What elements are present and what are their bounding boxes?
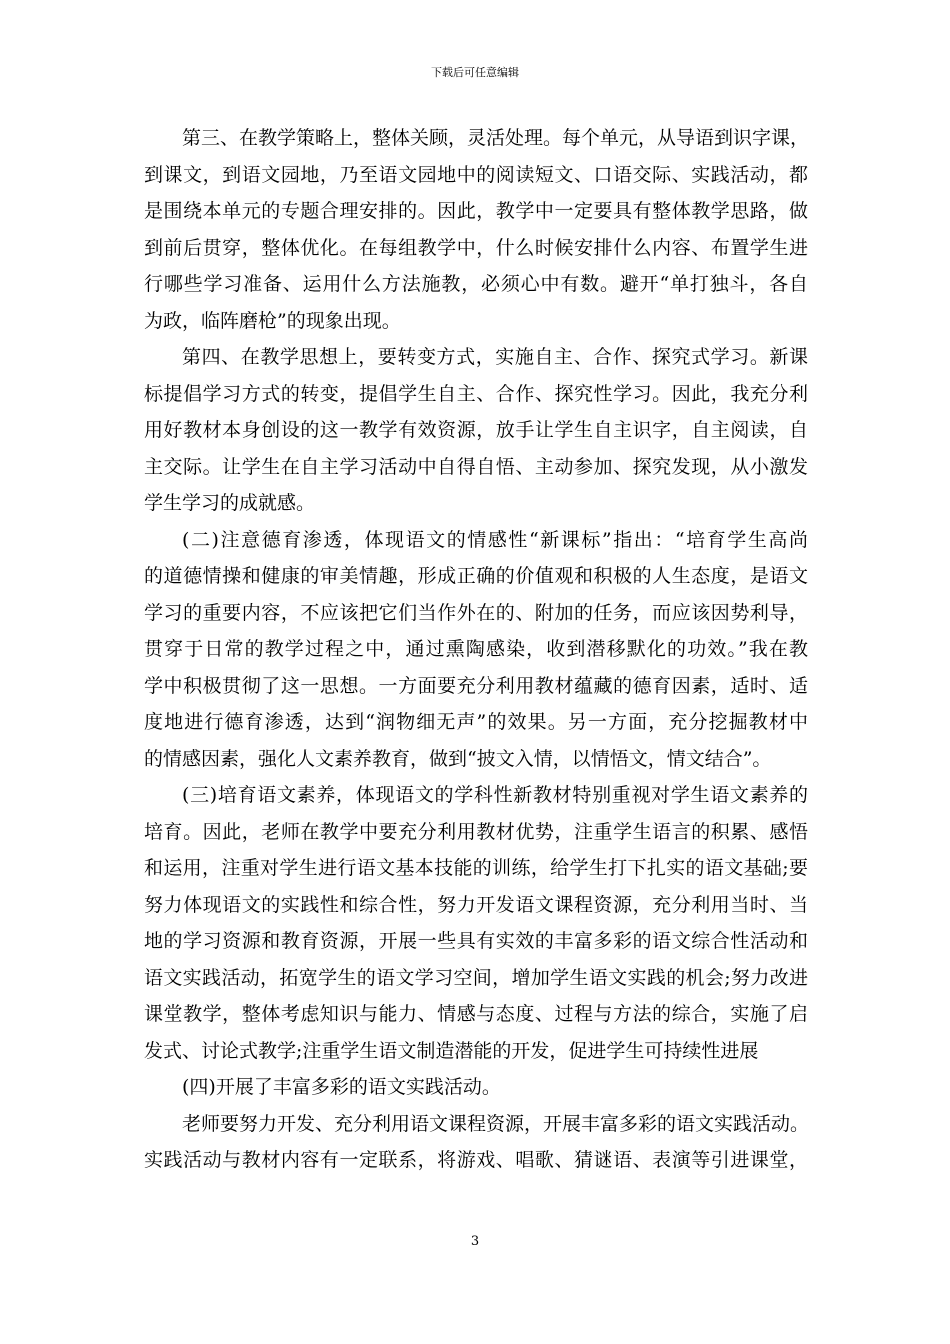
paragraph-line: 学生学习的成就感。 <box>144 492 316 514</box>
paragraph-line: 行哪些学习准备、运用什么方法施教，必须心中有数。避开“单打独斗，各自 <box>144 273 808 295</box>
paragraph-line: 老师要努力开发、充分利用语文课程资源，开展丰富多彩的语文实践活动。 <box>182 1112 810 1135</box>
paragraph-line: 实践活动与教材内容有一定联系，将游戏、唱歌、猜谜语、表演等引进课堂， <box>144 1149 808 1171</box>
paragraph-line: 的道德情操和健康的审美情趣，形成正确的价值观和积极的人生态度，是语文 <box>144 565 808 587</box>
paragraph-line: 努力体现语文的实践性和综合性，努力开发语文课程资源，充分利用当时、当 <box>144 893 808 916</box>
paragraph-line: 用好教材本身创设的这一教学有效资源，放手让学生自主识字，自主阅读，自 <box>144 419 808 441</box>
paragraph-line: 到前后贯穿，整体优化。在每组教学中，什么时候安排什么内容、布置学生进 <box>144 236 808 259</box>
paragraph-line: 培育。因此，老师在教学中要充分利用教材优势，注重学生语言的积累、感悟 <box>144 820 808 843</box>
paragraph <box>144 339 808 522</box>
paragraph <box>144 522 808 778</box>
paragraph-line: 第三、在教学策略上，整体关顾，灵活处理。每个单元，从导语到识字课， <box>182 127 810 149</box>
paragraph-line: 是围绕本单元的专题合理安排的。因此，教学中一定要具有整体教学思路，做 <box>144 200 808 222</box>
paragraph-line: 和运用，注重对学生进行语文基本技能的训练，给学生打下扎实的语文基础;要 <box>144 857 808 879</box>
paragraph-line: (四)开展了丰富多彩的语文实践活动。 <box>182 1076 501 1098</box>
paragraph-line: 学习的重要内容，不应该把它们当作外在的、附加的任务，而应该因势利导， <box>144 601 808 624</box>
paragraph <box>144 1106 808 1179</box>
paragraph-line: 第四、在教学思想上，要转变方式，实施自主、合作、探究式学习。新课 <box>182 346 808 368</box>
paragraph-line: 贯穿于日常的教学过程之中，通过熏陶感染，收到潜移默化的功效。”我在教 <box>144 638 808 660</box>
paragraph-line: 的情感因素，强化人文素养教育，做到“披文入情，以情悟文，情文结合”。 <box>144 747 772 770</box>
page-number: 3 <box>470 1234 480 1249</box>
paragraph-line: 发式、讨论式教学;注重学生语文制造潜能的开发，促进学生可持续性进展 <box>144 1039 759 1062</box>
paragraph <box>144 777 808 1069</box>
document-body <box>144 120 808 1179</box>
page-header: 下载后可任意编辑 <box>431 66 519 79</box>
paragraph-line: 地的学习资源和教育资源，开展一些具有实效的丰富多彩的语文综合性活动和 <box>144 930 808 952</box>
paragraph <box>144 1069 808 1106</box>
paragraph-line: (二)注意德育渗透，体现语文的情感性“新课标”指出：“培育学生高尚 <box>182 528 808 551</box>
paragraph-line: 标提倡学习方式的转变，提倡学生自主、合作、探究性学习。因此，我充分利 <box>144 382 808 405</box>
paragraph-line: 主交际。让学生在自主学习活动中自得自悟、主动参加、探究发现，从小激发 <box>144 455 808 478</box>
paragraph-line: 为政，临阵磨枪”的现象出现。 <box>144 309 401 332</box>
paragraph-line: 学中积极贯彻了这一思想。一方面要充分利用教材蕴藏的德育因素，适时、适 <box>144 674 808 697</box>
paragraph-line: (三)培育语文素养，体现语文的学科性新教材特别重视对学生语文素养的 <box>182 784 808 806</box>
paragraph-line: 课堂教学，整体考虑知识与能力、情感与态度、过程与方法的综合，实施了启 <box>144 1003 808 1025</box>
paragraph <box>144 120 808 339</box>
paragraph-line: 语文实践活动，拓宽学生的语文学习空间，增加学生语文实践的机会;努力改进 <box>144 966 808 989</box>
paragraph-line: 到课文，到语文园地，乃至语文园地中的阅读短文、口语交际、实践活动，都 <box>144 163 808 186</box>
paragraph-line: 度地进行德育渗透，达到“润物细无声”的效果。另一方面，充分挖掘教材中 <box>144 711 808 733</box>
